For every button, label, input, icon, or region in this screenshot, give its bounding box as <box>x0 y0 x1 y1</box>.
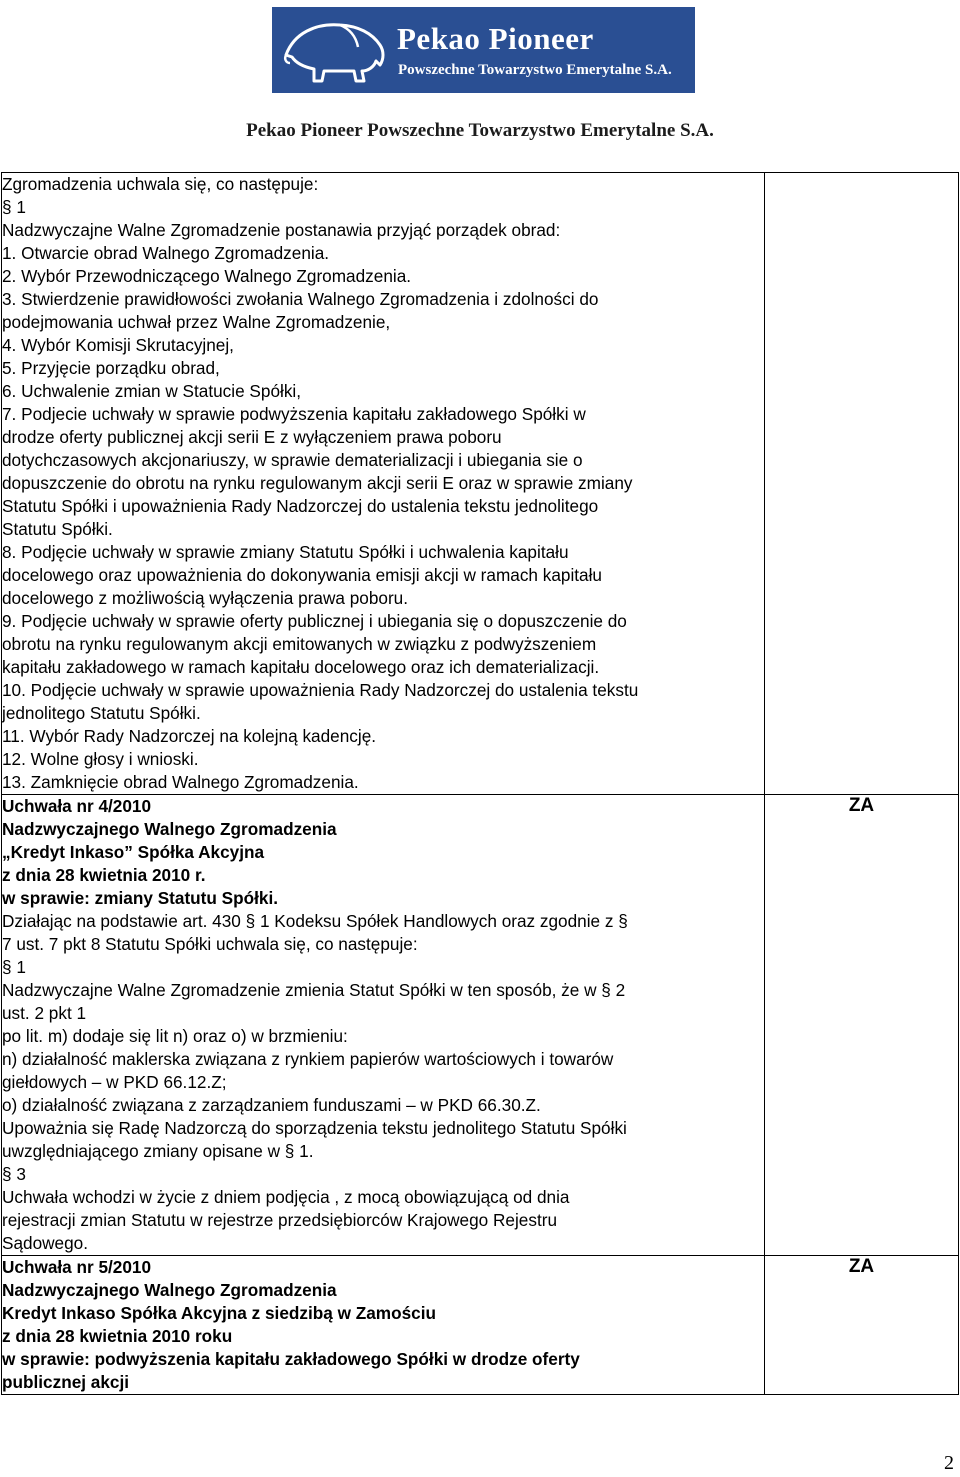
text-line: Uchwała nr 4/2010 <box>2 796 152 816</box>
text-line: Upoważnia się Radę Nadzorczą do sporządzenia tekstu jednolitego Statutu Spółki <box>2 1118 627 1138</box>
resolution-table <box>1 172 959 1395</box>
logo-subtitle: Powszechne Towarzystwo Emerytalne S.A. <box>398 62 672 78</box>
text-line: dopuszczenie do obrotu na rynku regulowanym akcji serii E oraz w sprawie zmiany <box>2 473 633 493</box>
text-line: docelowego oraz upoważnienia do dokonywania emisji akcji w ramach kapitału <box>2 565 602 585</box>
text-line: Działając na podstawie art. 430 § 1 Kodeksu Spółek Handlowych oraz zgodnie z § <box>2 911 628 931</box>
text-line: 4. Wybór Komisji Skrutacyjnej, <box>2 335 234 355</box>
text-line: rejestracji zmian Statutu w rejestrze przedsiębiorców Krajowego Rejestru <box>2 1210 558 1230</box>
text-line: Uchwała nr 5/2010 <box>2 1257 152 1277</box>
vote-cell <box>765 795 959 1256</box>
resolution-text-cell <box>2 173 765 795</box>
table-row <box>2 173 959 795</box>
text-line: giełdowych – w PKD 66.12.Z; <box>2 1072 227 1092</box>
text-line: 13. Zamknięcie obrad Walnego Zgromadzenia. <box>2 772 359 792</box>
company-header: Pekao Pioneer Powszechne Towarzystwo Emerytalne S.A. <box>246 120 714 141</box>
text-line: Statutu Spółki i upoważnienia Rady Nadzorczej do ustalenia tekstu jednolitego <box>2 496 599 516</box>
text-line: w sprawie: zmiany Statutu Spółki. <box>2 888 279 908</box>
text-line: 7. Podjecie uchwały w sprawie podwyższenia kapitału zakładowego Spółki w <box>2 404 586 424</box>
text-line: 1. Otwarcie obrad Walnego Zgromadzenia. <box>2 243 330 263</box>
text-line: po lit. m) dodaje się lit n) oraz o) w brzmieniu: <box>2 1026 348 1046</box>
text-line: 2. Wybór Przewodniczącego Walnego Zgromadzenia. <box>2 266 412 286</box>
text-line: obrotu na rynku regulowanym akcji emitowanych w związku z podwyższeniem <box>2 634 597 654</box>
text-line: 5. Przyjęcie porządku obrad, <box>2 358 220 378</box>
text-line: Nadzwyczajne Walne Zgromadzenie zmienia Statut Spółki w ten sposób, że w § 2 <box>2 980 626 1000</box>
text-line: „Kredyt Inkaso” Spółka Akcyjna <box>2 842 265 862</box>
text-line: z dnia 28 kwietnia 2010 roku <box>2 1326 233 1346</box>
text-line: ust. 2 pkt 1 <box>2 1003 87 1023</box>
text-line: § 1 <box>2 957 26 977</box>
bison-icon <box>280 15 392 85</box>
text-line: 9. Podjęcie uchwały w sprawie oferty publicznej i ubiegania się o dopuszczenie do <box>2 611 627 631</box>
text-line: drodze oferty publicznej akcji serii E z wyłączeniem prawa poboru <box>2 427 502 447</box>
text-line: uwzględniającego zmiany opisane w § 1. <box>2 1141 314 1161</box>
text-line: Nadzwyczajne Walne Zgromadzenie postanawia przyjąć porządek obrad: <box>2 220 561 240</box>
table-row <box>2 795 959 1256</box>
resolution-text-cell <box>2 1256 765 1395</box>
text-line: w sprawie: podwyższenia kapitału zakładowego Spółki w drodze oferty <box>2 1349 580 1369</box>
text-line: 7 ust. 7 pkt 8 Statutu Spółki uchwala się, co następuje: <box>2 934 418 954</box>
text-line: podejmowania uchwał przez Walne Zgromadzenie, <box>2 312 391 332</box>
text-line: publicznej akcji <box>2 1372 130 1392</box>
text-line: kapitału zakładowego w ramach kapitału docelowego oraz ich dematerializacji. <box>2 657 600 677</box>
vote-cell <box>765 1256 959 1395</box>
text-line: o) działalność związana z zarządzaniem funduszami – w PKD 66.30.Z. <box>2 1095 541 1115</box>
text-line: z dnia 28 kwietnia 2010 r. <box>2 865 206 885</box>
text-line: dotychczasowych akcjonariuszy, w sprawie dematerializacji i ubiegania sie o <box>2 450 583 470</box>
text-line: Zgromadzenia uchwala się, co następuje: <box>2 174 319 194</box>
logo-name: Pekao Pioneer <box>397 21 594 56</box>
text-line: Nadzwyczajnego Walnego Zgromadzenia <box>2 819 337 839</box>
text-line: Kredyt Inkaso Spółka Akcyjna z siedzibą w Zamościu <box>2 1303 436 1323</box>
text-line: 6. Uchwalenie zmian w Statucie Spółki, <box>2 381 302 401</box>
text-line: 3. Stwierdzenie prawidłowości zwołania Walnego Zgromadzenia i zdolności do <box>2 289 599 309</box>
text-line: 11. Wybór Rady Nadzorczej na kolejną kadencję. <box>2 726 377 746</box>
table-row <box>2 1256 959 1395</box>
vote-value: ZA <box>848 1256 875 1277</box>
company-logo <box>272 7 695 93</box>
resolution-text-cell <box>2 795 765 1256</box>
text-line: 12. Wolne głosy i wnioski. <box>2 749 199 769</box>
text-line: n) działalność maklerska związana z rynkiem papierów wartościowych i towarów <box>2 1049 614 1069</box>
text-line: jednolitego Statutu Spółki. <box>2 703 201 723</box>
text-line: Sądowego. <box>2 1233 89 1253</box>
text-line: docelowego z możliwością wyłączenia prawa poboru. <box>2 588 409 608</box>
text-line: 8. Podjęcie uchwały w sprawie zmiany Statutu Spółki i uchwalenia kapitału <box>2 542 569 562</box>
vote-cell <box>765 173 959 795</box>
vote-value: ZA <box>848 795 875 816</box>
text-line: § 1 <box>2 197 26 217</box>
text-line: 10. Podjęcie uchwały w sprawie upoważnienia Rady Nadzorczej do ustalenia tekstu <box>2 680 639 700</box>
text-line: Nadzwyczajnego Walnego Zgromadzenia <box>2 1280 337 1300</box>
text-line: Statutu Spółki. <box>2 519 113 539</box>
page-number: 2 <box>944 1452 954 1474</box>
text-line: § 3 <box>2 1164 26 1184</box>
text-line: Uchwała wchodzi w życie z dniem podjęcia , z mocą obowiązującą od dnia <box>2 1187 570 1207</box>
